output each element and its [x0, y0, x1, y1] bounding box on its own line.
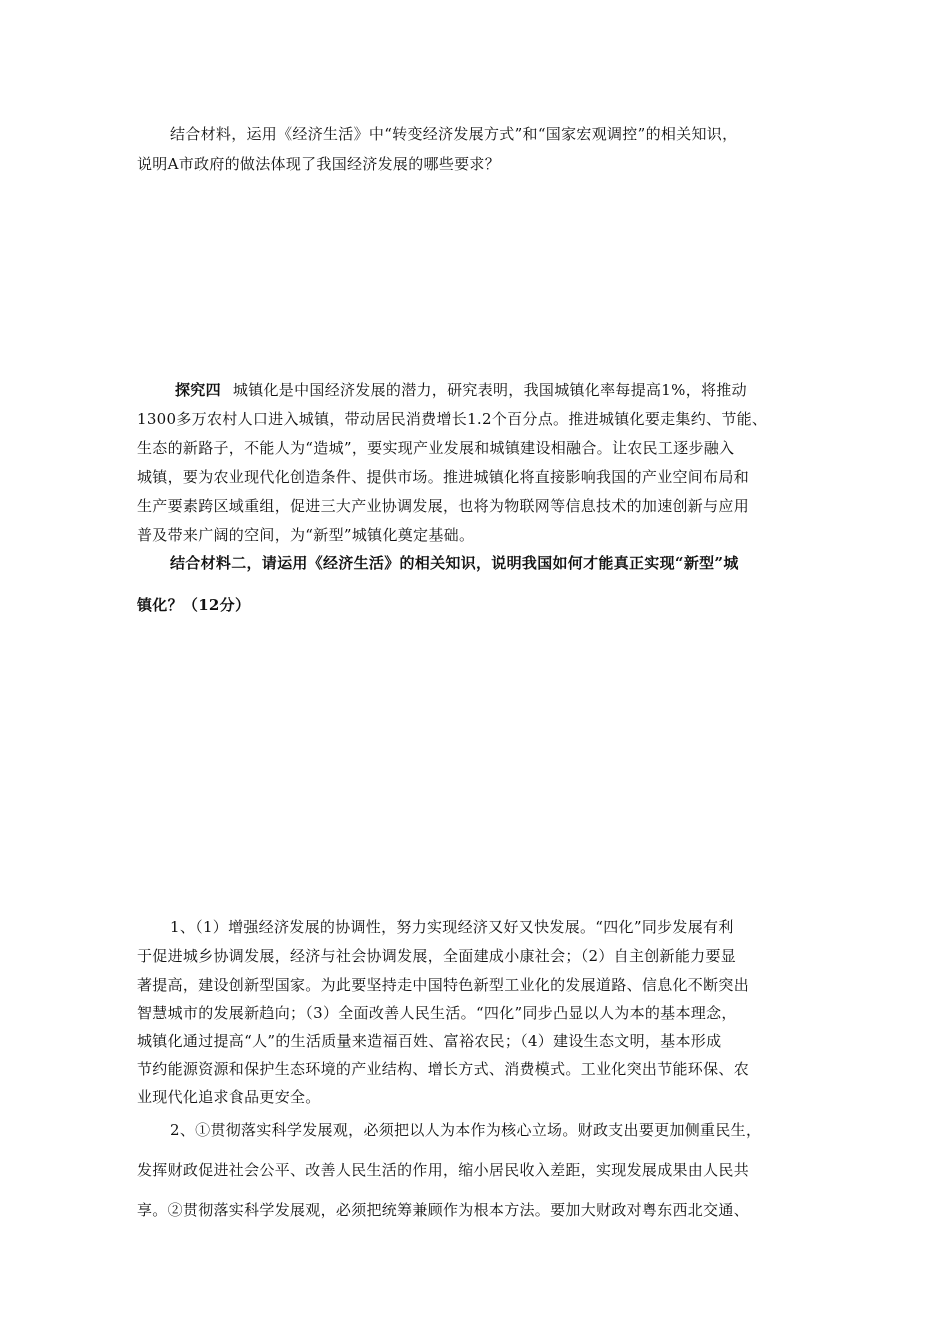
answer2-line: 享。②贯彻落实科学发展观，必须把统筹兼顾作为根本方法。要加大财政对粤东西北交通、 — [137, 1201, 750, 1219]
inquiry4-first-line — [175, 380, 747, 400]
answer1-line: 智慧城市的发展新趋向；（3）全面改善人民生活。“四化”同步凸显以人为本的基本理念， — [137, 1004, 737, 1022]
inquiry4-text-line: 普及带来广阔的空间，为“新型”城镇化奠定基础。 — [137, 526, 475, 544]
answer2-line: 2、①贯彻落实科学发展观，必须把以人为本作为核心立场。财政支出要更加侧重民生， — [170, 1121, 762, 1139]
answer1-line: 1、（1）增强经济发展的协调性，努力实现经济又好又快发展。“四化”同步发展有利 — [170, 918, 734, 936]
answer1-line: 于促进城乡协调发展，经济与社会协调发展，全面建成小康社会；（2）自主创新能力要显 — [137, 947, 737, 965]
question3-line2: 说明A市政府的做法体现了我国经济发展的哪些要求？ — [137, 155, 501, 173]
inquiry4-question-line2: 镇化？（12分） — [137, 596, 251, 614]
answer1-line: 著提高，建设创新型国家。为此要坚持走中国特色新型工业化的发展道路、信息化不断突出 — [137, 976, 750, 994]
inquiry4-text-line: 生态的新路子，不能人为“造城”，要实现产业发展和城镇建设相融合。让农民工逐步融入 — [137, 439, 735, 457]
answer2-line: 发挥财政促进社会公平、改善人民生活的作用，缩小居民收入差距，实现发展成果由人民共 — [137, 1161, 750, 1179]
answer1-line: 城镇化通过提高“人”的生活质量来造福百姓、富裕农民；（4）建设生态文明，基本形成 — [137, 1032, 722, 1050]
inquiry4-text-line: 生产要素跨区域重组，促进三大产业协调发展，也将为物联网等信息技术的加速创新与应用 — [137, 497, 750, 515]
inquiry4-text-line: 城镇化是中国经济发展的潜力，研究表明，我国城镇化率每提高1%，将推动 — [232, 381, 747, 399]
answer1-line: 节约能源资源和保护生态环境的产业结构、增长方式、消费模式。工业化突出节能环保、农 — [137, 1060, 750, 1078]
question3-line1: 结合材料，运用《经济生活》中“转变经济发展方式”和“国家宏观调控”的相关知识， — [170, 125, 738, 143]
answer1-line: 业现代化追求食品更安全。 — [137, 1088, 321, 1106]
inquiry4-label: 探究四 — [175, 381, 221, 399]
inquiry4-question-line1: 结合材料二，请运用《经济生活》的相关知识，说明我国如何才能真正实现“新型”城 — [170, 554, 739, 572]
inquiry4-text-line: 城镇，要为农业现代化创造条件、提供市场。推进城镇化将直接影响我国的产业空间布局和 — [137, 468, 750, 486]
inquiry4-text-line: 1300多万农村人口进入城镇，带动居民消费增长1.2个百分点。推进城镇化要走集约、节能、 — [137, 410, 768, 428]
